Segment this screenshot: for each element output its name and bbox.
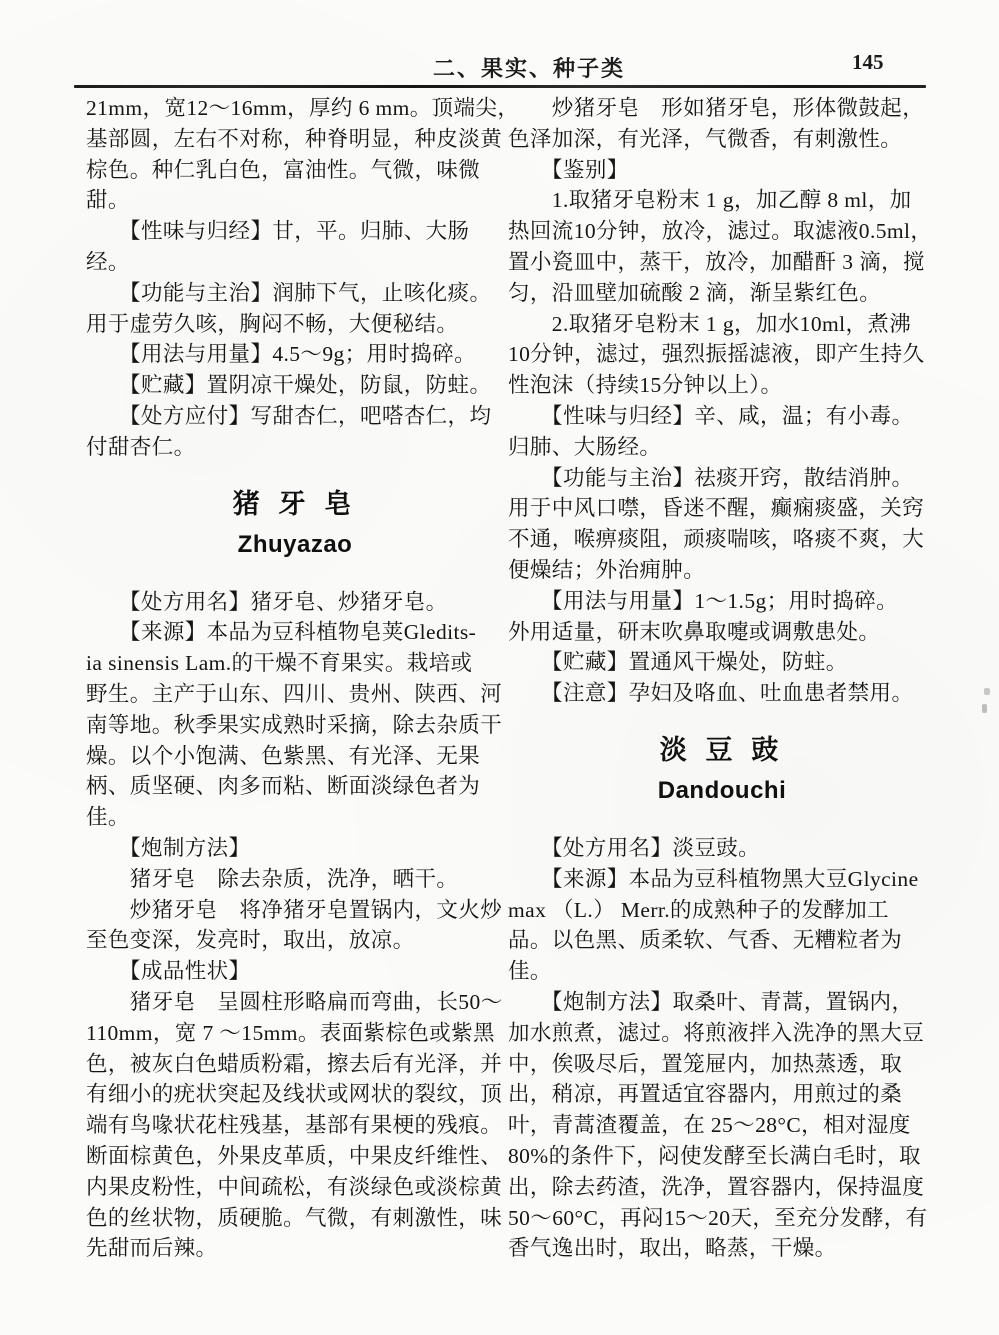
text-line: 佳。: [86, 805, 130, 830]
text-line: 热回流10分钟，放冷，滤过。取滤液0.5ml，: [508, 219, 933, 244]
text-line: 有细小的疣状突起及线状或网状的裂纹，顶: [86, 1082, 503, 1107]
text-line: 80%的条件下，闷使发酵至长满白毛时，取: [508, 1143, 921, 1168]
text-line: 色，被灰白色蜡质粉霜，擦去后有光泽，并: [86, 1051, 503, 1076]
text-line: 基部圆，左右不对称，种脊明显，种皮淡黄: [86, 126, 503, 151]
entry-title-zh: 淡 豆 豉: [659, 734, 785, 765]
text-line: 110mm，宽 7 ～15mm。表面紫棕色或紫黑: [86, 1020, 495, 1045]
scan-speck: [982, 704, 987, 713]
text-line: 甜。: [86, 188, 130, 213]
text-line: 【成品性状】: [86, 959, 251, 984]
text-line: 出，除去药渣，洗净，置容器内，保持温度: [508, 1174, 925, 1199]
text-line: 至色变深，发亮时，取出，放凉。: [86, 928, 415, 953]
text-line: 便燥结；外治痈肿。: [508, 557, 706, 582]
text-line: 1.取猪牙皂粉末 1 g，加乙醇 8 ml，加: [508, 188, 912, 213]
text-line: 【功能与主治】润肺下气，止咳化痰。: [86, 280, 492, 305]
right-column: [508, 93, 936, 1264]
entry-title-pinyin: Dandouchi: [657, 776, 787, 804]
text-line: 野生。主产于山东、四川、贵州、陕西、河: [86, 681, 503, 706]
text-line: 【功能与主治】祛痰开窍，散结消肿。: [508, 465, 914, 490]
text-line: 付甜杏仁。: [86, 434, 196, 459]
text-line: 【炮制方法】取桑叶、青蒿，置锅内，: [508, 989, 914, 1014]
text-line: 佳。: [508, 959, 552, 984]
text-line: 出，稍凉，再置适宜容器内，用煎过的桑: [508, 1082, 903, 1107]
running-header: [0, 48, 999, 82]
text-line: 21mm，宽12～16mm，厚约 6 mm。顶端尖，: [86, 96, 520, 120]
text-line: 经。: [86, 249, 130, 274]
text-line: 匀，沿皿壁加硫酸 2 滴，渐呈紫红色。: [508, 280, 882, 305]
text-line: 炒猪牙皂 形如猪牙皂，形体微鼓起，: [508, 96, 925, 120]
text-line: 【贮藏】置通风干燥处，防蛀。: [508, 650, 848, 675]
text-line: 叶，青蒿渣覆盖，在 25～28°C，相对湿度: [508, 1113, 911, 1138]
text-line: 断面棕黄色，外果皮革质，中果皮纤维性、: [86, 1143, 503, 1168]
text-line: 南等地。秋季果实成熟时采摘，除去杂质干: [86, 712, 503, 737]
text-line: 【用法与用量】1～1.5g；用时捣碎。: [508, 588, 899, 613]
entry-title-zh: 猪 牙 皂: [232, 488, 358, 519]
text-line: 置小瓷皿中，蒸干，放冷，加醋酐 3 滴，搅: [508, 249, 925, 274]
text-line: 加水煎煮，滤过。将煎液拌入洗净的黑大豆: [508, 1020, 925, 1045]
page-body: [0, 93, 999, 1335]
text-line: 【性味与归经】甘，平。归肺、大肠: [86, 219, 470, 244]
text-line: 品。以色黑、质柔软、气香、无糟粒者为: [508, 928, 903, 953]
text-line: 用于虚劳久咳，胸闷不畅，大便秘结。: [86, 311, 459, 336]
text-line: 【来源】本品为豆科植物黑大豆Glycine: [508, 866, 919, 891]
text-line: 燥。以个小饱满、色紫黑、有光泽、无果: [86, 743, 481, 768]
text-line: 【注意】孕妇及咯血、吐血患者禁用。: [508, 681, 914, 706]
text-line: 中，俟吸尽后，置笼屉内，加热蒸透，取: [508, 1051, 903, 1076]
page-number: 145: [852, 50, 884, 74]
text-line: 香气逸出时，取出，略蒸，干燥。: [508, 1236, 837, 1261]
text-line: 【处方用名】猪牙皂、炒猪牙皂。: [86, 589, 448, 614]
text-line: 【贮藏】置阴凉干燥处，防鼠，防蛀。: [86, 373, 492, 398]
entry-heading: [86, 463, 504, 587]
text-line: 色泽加深，有光泽，气微香，有刺激性。: [508, 126, 903, 151]
text-line: ia sinensis Lam.的干燥不育果实。栽培或: [86, 651, 473, 676]
text-line: 【性味与归经】辛、咸，温；有小毒。: [508, 403, 914, 428]
text-line: 【鉴别】: [508, 157, 629, 182]
text-line: 猪牙皂 呈圆柱形略扁而弯曲，长50～: [86, 989, 503, 1014]
text-line: 不通，喉痹痰阻，顽痰喘咳，咯痰不爽，大: [508, 527, 925, 552]
text-line: 【来源】本品为豆科植物皂荚Gledits-: [86, 620, 477, 645]
text-line: 柄、质坚硬、肉多而粘、断面淡绿色者为: [86, 774, 481, 799]
text-line: 猪牙皂 除去杂质，洗净，晒干。: [86, 866, 459, 891]
text-line: 【用法与用量】4.5～9g；用时捣碎。: [86, 342, 477, 367]
text-line: 内果皮粉性，中间疏松，有淡绿色或淡棕黄: [86, 1174, 503, 1199]
text-line: 先甜而后辣。: [86, 1236, 218, 1261]
text-line: 端有鸟喙状花柱残基，基部有果梗的残痕。: [86, 1113, 503, 1138]
text-line: 【处方应付】写甜杏仁，吧嗒杏仁，均: [86, 403, 492, 428]
text-line: 炒猪牙皂 将净猪牙皂置锅内，文火炒: [86, 897, 503, 922]
text-line: 【处方用名】淡豆豉。: [508, 835, 761, 860]
text-line: max （L.） Merr.的成熟种子的发酵加工: [508, 897, 890, 922]
text-line: 10分钟，滤过，强烈振摇滤液，即产生持久: [508, 342, 925, 367]
text-line: 棕色。种仁乳白色，富油性。气微，味微: [86, 157, 481, 182]
entry-heading: [508, 709, 936, 833]
header-rule-divider: [74, 85, 926, 88]
text-line: 【炮制方法】: [86, 835, 251, 860]
text-line: 性泡沫（持续15分钟以上）。: [508, 373, 783, 398]
entry-title-pinyin: Zhuyazao: [237, 530, 353, 558]
text-line: 50～60°C，再闷15～20天，至充分发酵，有: [508, 1205, 928, 1230]
text-line: 2.取猪牙皂粉末 1 g，加水10ml，煮沸: [508, 311, 912, 336]
text-line: 外用适量，研末吹鼻取嚏或调敷患处。: [508, 619, 881, 644]
text-line: 用于中风口噤，昏迷不醒，癫痫痰盛，关窍: [508, 496, 925, 521]
scan-speck: [984, 688, 990, 695]
header-section-title: 二、果实、种子类: [433, 56, 626, 81]
text-line: 色的丝状物，质硬脆。气微，有刺激性，味: [86, 1205, 503, 1230]
left-column: [86, 93, 520, 1264]
text-line: 归肺、大肠经。: [508, 434, 662, 459]
